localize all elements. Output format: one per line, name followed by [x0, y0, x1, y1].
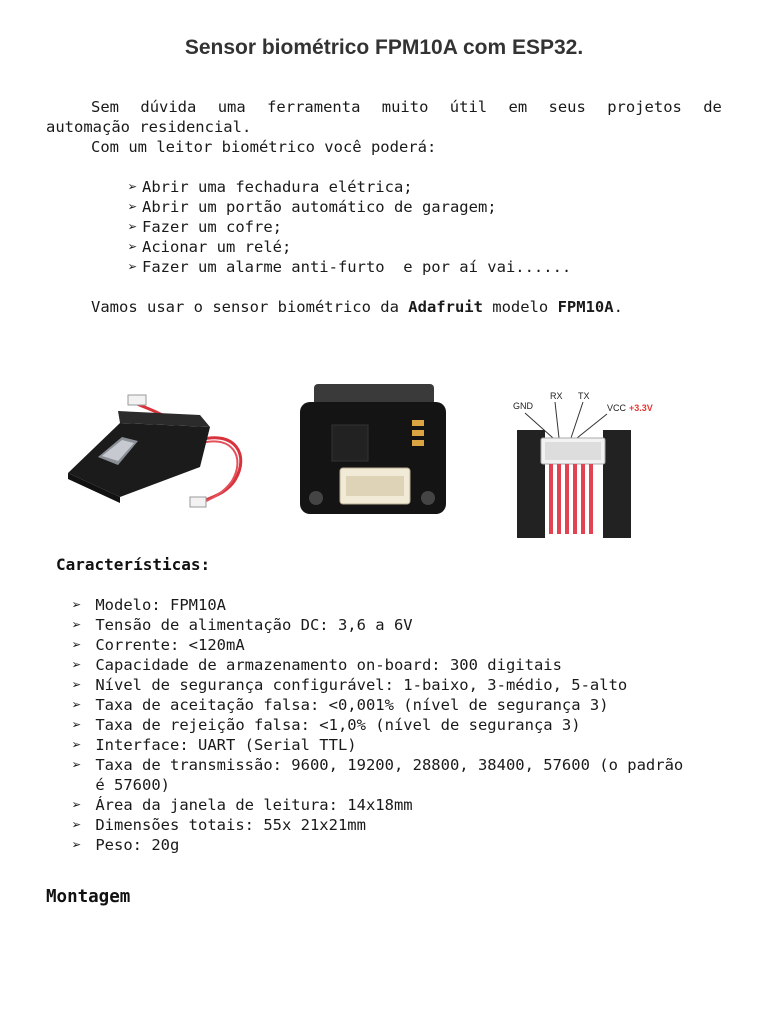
pin-label-tx: TX: [578, 391, 590, 401]
sensor-pcb-image: [292, 380, 452, 520]
list-item: ➢ Abrir uma fechadura elétrica;: [128, 178, 413, 196]
arrow-bullet-icon: ➢: [72, 796, 82, 814]
document-title: Sensor biométrico FPM10A com ESP32.: [184, 36, 584, 59]
montagem-heading: Montagem: [46, 887, 131, 907]
pin-label-rx: RX: [550, 391, 563, 401]
arrow-bullet-icon: ➢: [128, 178, 138, 196]
intro-word: dúvida: [140, 98, 197, 116]
arrow-bullet-icon: ➢: [128, 258, 138, 276]
pin-label-voltage: +3.3V: [629, 403, 653, 413]
intro-word: de: [703, 98, 722, 116]
features-heading: Características:: [56, 555, 211, 574]
list-item: ➢ Abrir um portão automático de garagem;: [128, 198, 497, 216]
list-item: ➢ Taxa de transmissão: 9600, 19200, 28800, 38400, 57600 (o padrão: [72, 756, 684, 774]
list-item: ➢ Tensão de alimentação DC: 3,6 a 6V: [72, 616, 413, 634]
intro-word: em: [508, 98, 528, 116]
arrow-bullet-icon: ➢: [72, 696, 82, 714]
arrow-bullet-icon: ➢: [72, 616, 82, 634]
list-item: ➢ Área da janela de leitura: 14x18mm: [72, 796, 413, 814]
list-item: ➢ Acionar um relé;: [128, 238, 292, 256]
arrow-bullet-icon: ➢: [72, 656, 82, 674]
intro-word: seus: [548, 98, 586, 116]
list-item: ➢ Taxa de rejeição falsa: <1,0% (nível de segurança 3): [72, 716, 581, 734]
intro-word: uma: [217, 98, 246, 116]
list-item: ➢ Corrente: <120mA: [72, 636, 245, 654]
intro-word: muito: [381, 98, 429, 116]
list-item: ➢ Nível de segurança configurável: 1-baixo, 3-médio, 5-alto: [72, 676, 628, 694]
arrow-bullet-icon: ➢: [72, 676, 82, 694]
intro-word: útil: [449, 98, 488, 116]
pin-label-vcc: VCC: [607, 403, 627, 413]
arrow-bullet-icon: ➢: [72, 716, 82, 734]
connector-pinout-image: [495, 368, 685, 538]
adafruit-line: Vamos usar o sensor biométrico da Adafruit modelo FPM10A.: [91, 298, 623, 316]
arrow-bullet-icon: ➢: [72, 756, 82, 774]
arrow-bullet-icon: ➢: [128, 218, 138, 236]
intro-word: projetos: [607, 98, 682, 116]
list-item: ➢ Interface: UART (Serial TTL): [72, 736, 357, 754]
list-item: ➢ Capacidade de armazenamento on-board: 300 digitais: [72, 656, 562, 674]
intro-line-1: [46, 97, 722, 117]
uses-list: [128, 177, 571, 277]
arrow-bullet-icon: ➢: [72, 736, 82, 754]
pin-label-gnd: GND: [513, 401, 533, 411]
list-item: ➢ Fazer um alarme anti-furto e por aí vai......: [128, 258, 572, 276]
list-item: ➢ Peso: 20g: [72, 836, 180, 854]
arrow-bullet-icon: ➢: [72, 836, 82, 854]
list-item: ➢ Dimensões totais: 55x 21x21mm: [72, 816, 366, 834]
intro-word: ferramenta: [267, 98, 361, 116]
model-name: FPM10A: [557, 298, 614, 316]
intro-word: Sem: [91, 98, 119, 116]
sensor-module-image: [60, 385, 260, 510]
list-item: ➢ Modelo: FPM10A: [72, 596, 226, 614]
arrow-bullet-icon: ➢: [128, 198, 138, 216]
list-item: ➢ Fazer um cofre;: [128, 218, 282, 236]
features-list: [72, 595, 683, 855]
arrow-bullet-icon: ➢: [128, 238, 138, 256]
arrow-bullet-icon: ➢: [72, 596, 82, 614]
intro-line-3: Com um leitor biométrico você poderá:: [91, 138, 437, 156]
list-item: ➢ Taxa de aceitação falsa: <0,001% (nível de segurança 3): [72, 696, 609, 714]
arrow-bullet-icon: ➢: [72, 636, 82, 654]
brand-name: Adafruit: [408, 298, 483, 316]
list-item-continuation: é 57600): [95, 776, 170, 794]
arrow-bullet-icon: ➢: [72, 816, 82, 834]
intro-line-2: automação residencial.: [46, 118, 252, 136]
